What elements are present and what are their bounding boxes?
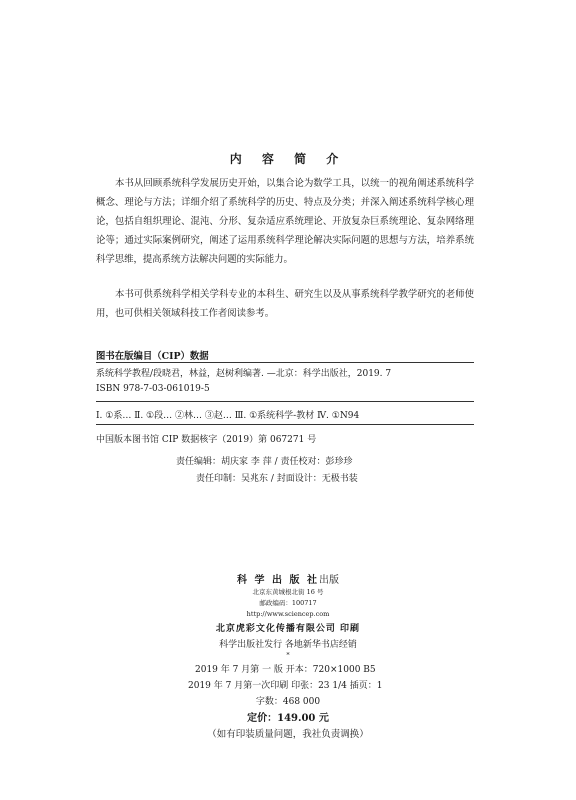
summary-paragraph: 本书从回顾系统科学发展历史开始，以集合论为数学工具，以统一的视角阐述系统科学概念、理论与方法；详细介绍了系统科学的历史、特点及分类；并深入阐述系统科学核心理论，包括自组织理论、混沌、分形、复杂适应系统理论、开放复杂巨系统理论、复杂网络理论等；通过实际案例研究，阐述了运用系统科学理论解决实际问题的思想与方法，培养系统科学思维，提高系统方法解决问题的实际能力。 bbox=[96, 178, 474, 265]
production-credits: 责任印制：吴兆东 / 封面设计：无极书装 bbox=[196, 474, 358, 484]
editor-credits: 责任编辑：胡庆家 李 萍 / 责任校对：彭珍珍 bbox=[176, 457, 353, 467]
printing-sheets-line: 2019 年 7 月第一次印刷 印张：23 1/4 插页：1 bbox=[188, 681, 383, 691]
cip-classification-line: Ⅰ. ①系… Ⅱ. ①段… ②林… ③赵… Ⅲ. ①系统科学-教材 Ⅳ. ①N94 bbox=[96, 411, 360, 421]
publisher-zip: 邮政编码：100717 bbox=[259, 599, 317, 607]
cip-record-number-line: 中国版本图书馆 CIP 数据核字（2019）第 067271 号 bbox=[96, 435, 317, 445]
cip-isbn-line: ISBN 978-7-03-061019-5 bbox=[96, 384, 210, 394]
cip-top-rule bbox=[96, 362, 474, 363]
summary-heading: 内 容 简 介 bbox=[229, 152, 347, 166]
publisher-name-text: 科 学 出 版 社 bbox=[237, 575, 319, 586]
audience-paragraph: 本书可供系统科学相关学科专业的本科生、研究生以及从事系统科学教学研究的老师使用，也可供相关领域科技工作者阅读参考。 bbox=[96, 289, 474, 319]
cip-title: 图书在版编目（CIP）数据 bbox=[96, 351, 209, 362]
price: 定价：149.00 元 bbox=[247, 713, 329, 724]
printer-line: 北京虎彩文化传播有限公司 印刷 bbox=[215, 624, 361, 634]
edition-format-line: 2019 年 7 月第 一 版 开本：720×1000 B5 bbox=[195, 665, 376, 675]
cip-middle-rule bbox=[96, 401, 474, 402]
publisher-name-suffix: 出版 bbox=[318, 575, 339, 586]
cip-lower-rule bbox=[96, 424, 474, 425]
publisher-address: 北京东黄城根北街 16 号 bbox=[252, 588, 324, 596]
distributor-line: 科学出版社发行 各地新华书店经销 bbox=[219, 640, 357, 650]
word-count: 字数：468 000 bbox=[255, 697, 321, 707]
publisher-url: http://www.sciencep.com bbox=[246, 610, 330, 618]
quality-notice: （如有印装质量问题，我社负责调换） bbox=[207, 729, 369, 740]
cip-bibliographic-line: 系统科学教程/段晓君，林益，赵树利编著. —北京：科学出版社，2019. 7 bbox=[96, 369, 392, 379]
separator-mark: * bbox=[286, 651, 290, 659]
publisher-name bbox=[0, 571, 576, 586]
